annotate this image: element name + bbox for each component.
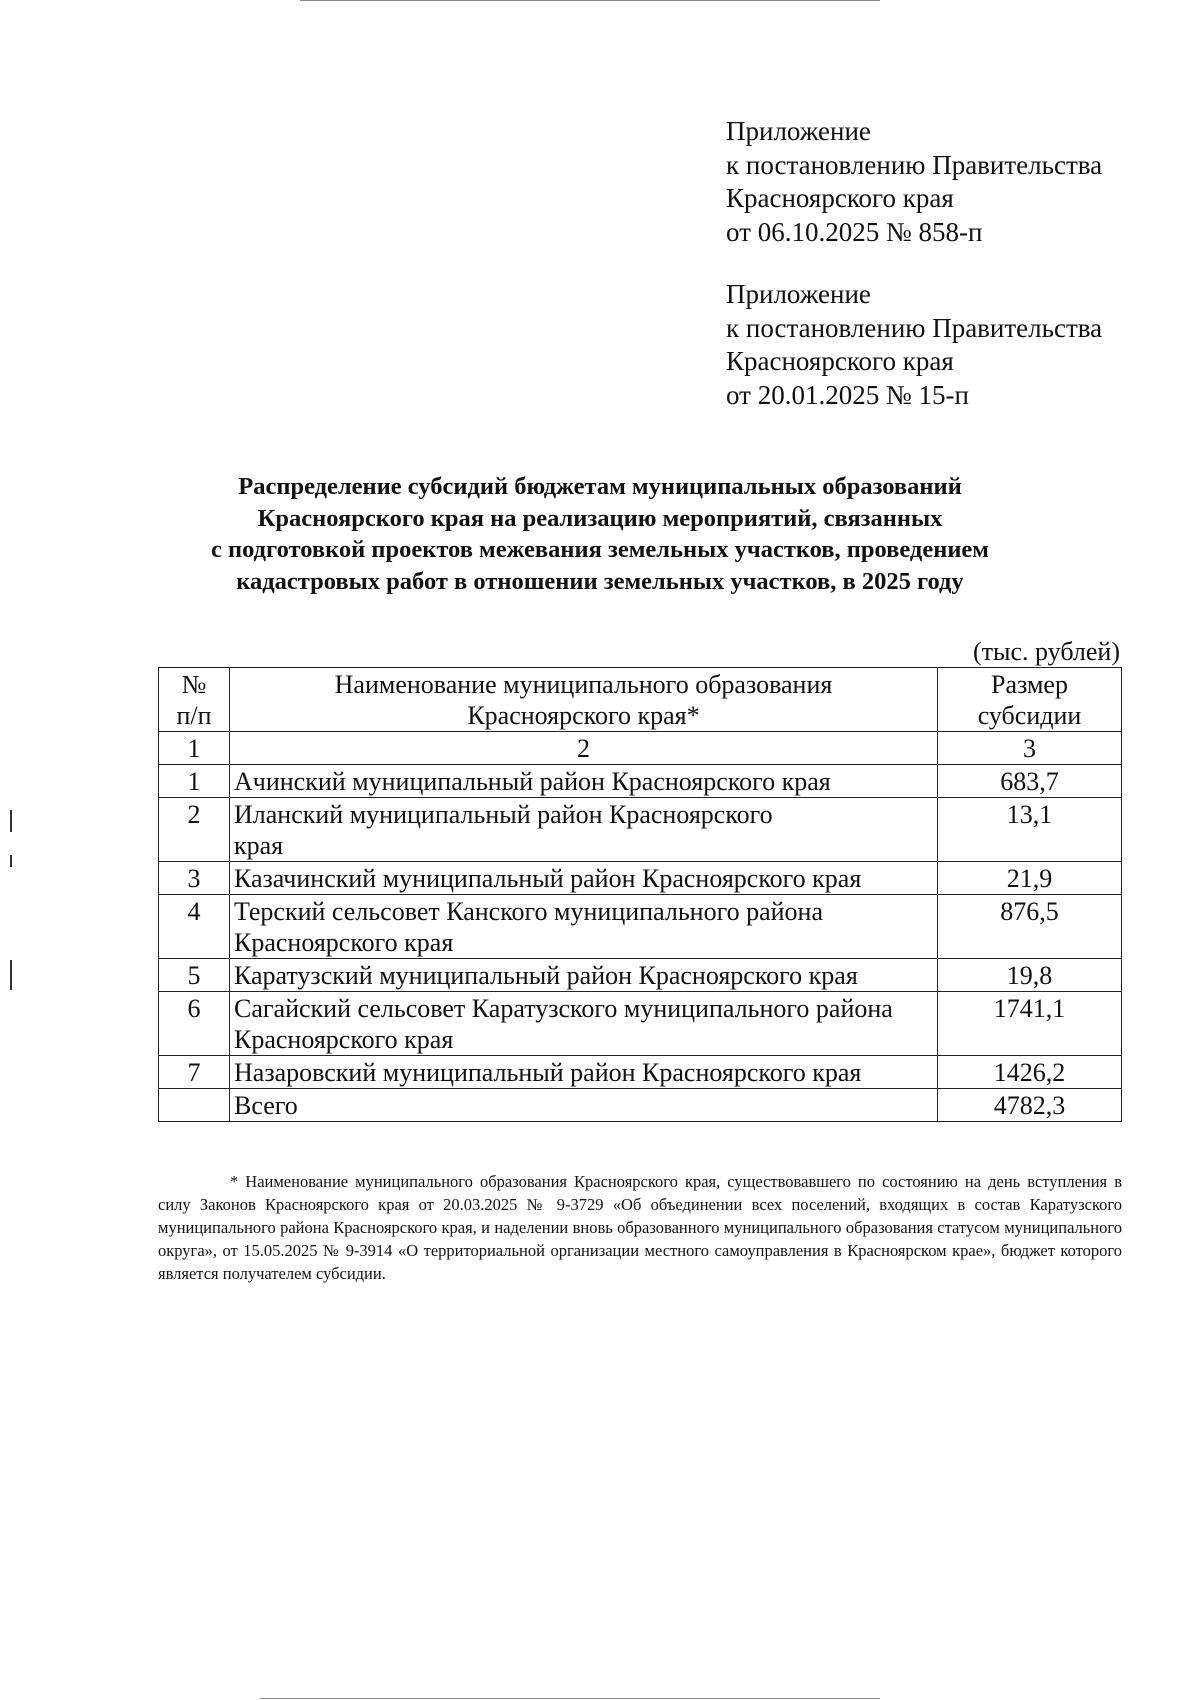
total-number xyxy=(159,1089,230,1122)
table-row xyxy=(159,959,1122,992)
document-title xyxy=(130,471,1070,597)
row-name: Ачинский муниципальный район Красноярского края xyxy=(230,765,938,798)
title-line3: с подготовкой проектов межевания земельных участков, проведением xyxy=(211,536,989,563)
row-name: Каратузский муниципальный район Красноярского края xyxy=(230,959,938,992)
annex-original-line4: от 20.01.2025 № 15-п xyxy=(726,379,969,410)
table-row xyxy=(159,862,1122,895)
row-value: 876,5 xyxy=(938,895,1122,959)
row-number: 1 xyxy=(159,765,230,798)
table-row xyxy=(159,1056,1122,1089)
row-number: 2 xyxy=(159,798,230,862)
column-number: 2 xyxy=(230,732,938,765)
row-number: 5 xyxy=(159,959,230,992)
table-row xyxy=(159,765,1122,798)
row-number: 7 xyxy=(159,1056,230,1089)
table-row xyxy=(159,798,1122,862)
title-line4: кадастровых работ в отношении земельных участков, в 2025 году xyxy=(236,567,964,595)
row-number: 3 xyxy=(159,862,230,895)
row-number: 4 xyxy=(159,895,230,959)
column-number: 3 xyxy=(938,732,1122,765)
column-number: 1 xyxy=(159,732,230,765)
annex-original-line2: к постановлению Правительства xyxy=(726,312,1103,343)
scan-edge-mark xyxy=(10,810,12,832)
header-name-line1: Наименование муниципального образования xyxy=(334,670,833,699)
header-number-line1: № xyxy=(181,670,207,699)
row-name: Терский сельсовет Канского муниципального района Красноярского края xyxy=(230,895,938,959)
scan-edge-mark xyxy=(10,960,12,990)
annex-header-current xyxy=(726,115,1166,249)
row-name: Иланский муниципальный район Красноярского края xyxy=(230,798,938,862)
header-value-line2: субсидии xyxy=(977,701,1082,730)
scan-top-edge xyxy=(300,0,880,1)
header-number xyxy=(159,668,230,732)
table-row xyxy=(159,895,1122,959)
annex-current-line2: к постановлению Правительства xyxy=(726,149,1103,180)
row-number: 6 xyxy=(159,992,230,1056)
header-value-line1: Размер xyxy=(991,670,1068,699)
row-value: 21,9 xyxy=(938,862,1122,895)
row-name: Казачинский муниципальный район Красноярского края xyxy=(230,862,938,895)
header-name-line2: Красноярского края* xyxy=(467,701,700,730)
annex-original-line1: Приложение xyxy=(726,279,871,309)
row-value: 1426,2 xyxy=(938,1056,1122,1089)
total-label: Всего xyxy=(230,1089,938,1122)
row-value: 13,1 xyxy=(938,798,1122,862)
scan-bottom-edge xyxy=(260,1698,880,1699)
units-label: (тыс. рублей) xyxy=(972,637,1120,666)
table-row xyxy=(159,992,1122,1056)
subsidy-table xyxy=(158,667,1122,1122)
annex-current-line1: Приложение xyxy=(726,116,871,146)
annex-original-line3: Красноярского края xyxy=(726,346,954,376)
annex-current-line3: Красноярского края xyxy=(726,183,954,213)
footnote: * Наименование муниципального образования Красноярского края, существовавшего по состоянию на день вступления в силу Законов Красноярского края от 20.03.2025 № 9-3729 «Об объединении всех поселений, входящих в состав Каратузского муниципального района Красноярского края, и наделении вновь образованного муниципального образования статусом муниципального округа», от 15.05.2025 № 9-3914 «О территориальной организации местного самоуправления в Красноярском крае», бюджет которого является получателем субсидии. xyxy=(158,1172,1122,1283)
row-value: 1741,1 xyxy=(938,992,1122,1056)
scan-edge-mark xyxy=(10,855,12,867)
column-number-row xyxy=(159,732,1122,765)
table-total-row xyxy=(159,1089,1122,1122)
annex-current-line4: от 06.10.2025 № 858-п xyxy=(726,216,983,247)
total-value: 4782,3 xyxy=(938,1089,1122,1122)
title-line1: Распределение субсидий бюджетам муниципальных образований xyxy=(238,473,962,500)
table-header-row xyxy=(159,668,1122,732)
header-name xyxy=(230,668,938,732)
row-value: 19,8 xyxy=(938,959,1122,992)
row-name: Назаровский муниципальный район Красноярского края xyxy=(230,1056,938,1089)
annex-header-original xyxy=(726,278,1166,412)
row-value: 683,7 xyxy=(938,765,1122,798)
title-line2: Красноярского края на реализацию мероприятий, связанных xyxy=(257,504,943,532)
header-value xyxy=(938,668,1122,732)
row-name: Сагайский сельсовет Каратузского муниципального района Красноярского края xyxy=(230,992,938,1056)
header-number-line2: п/п xyxy=(176,701,212,730)
